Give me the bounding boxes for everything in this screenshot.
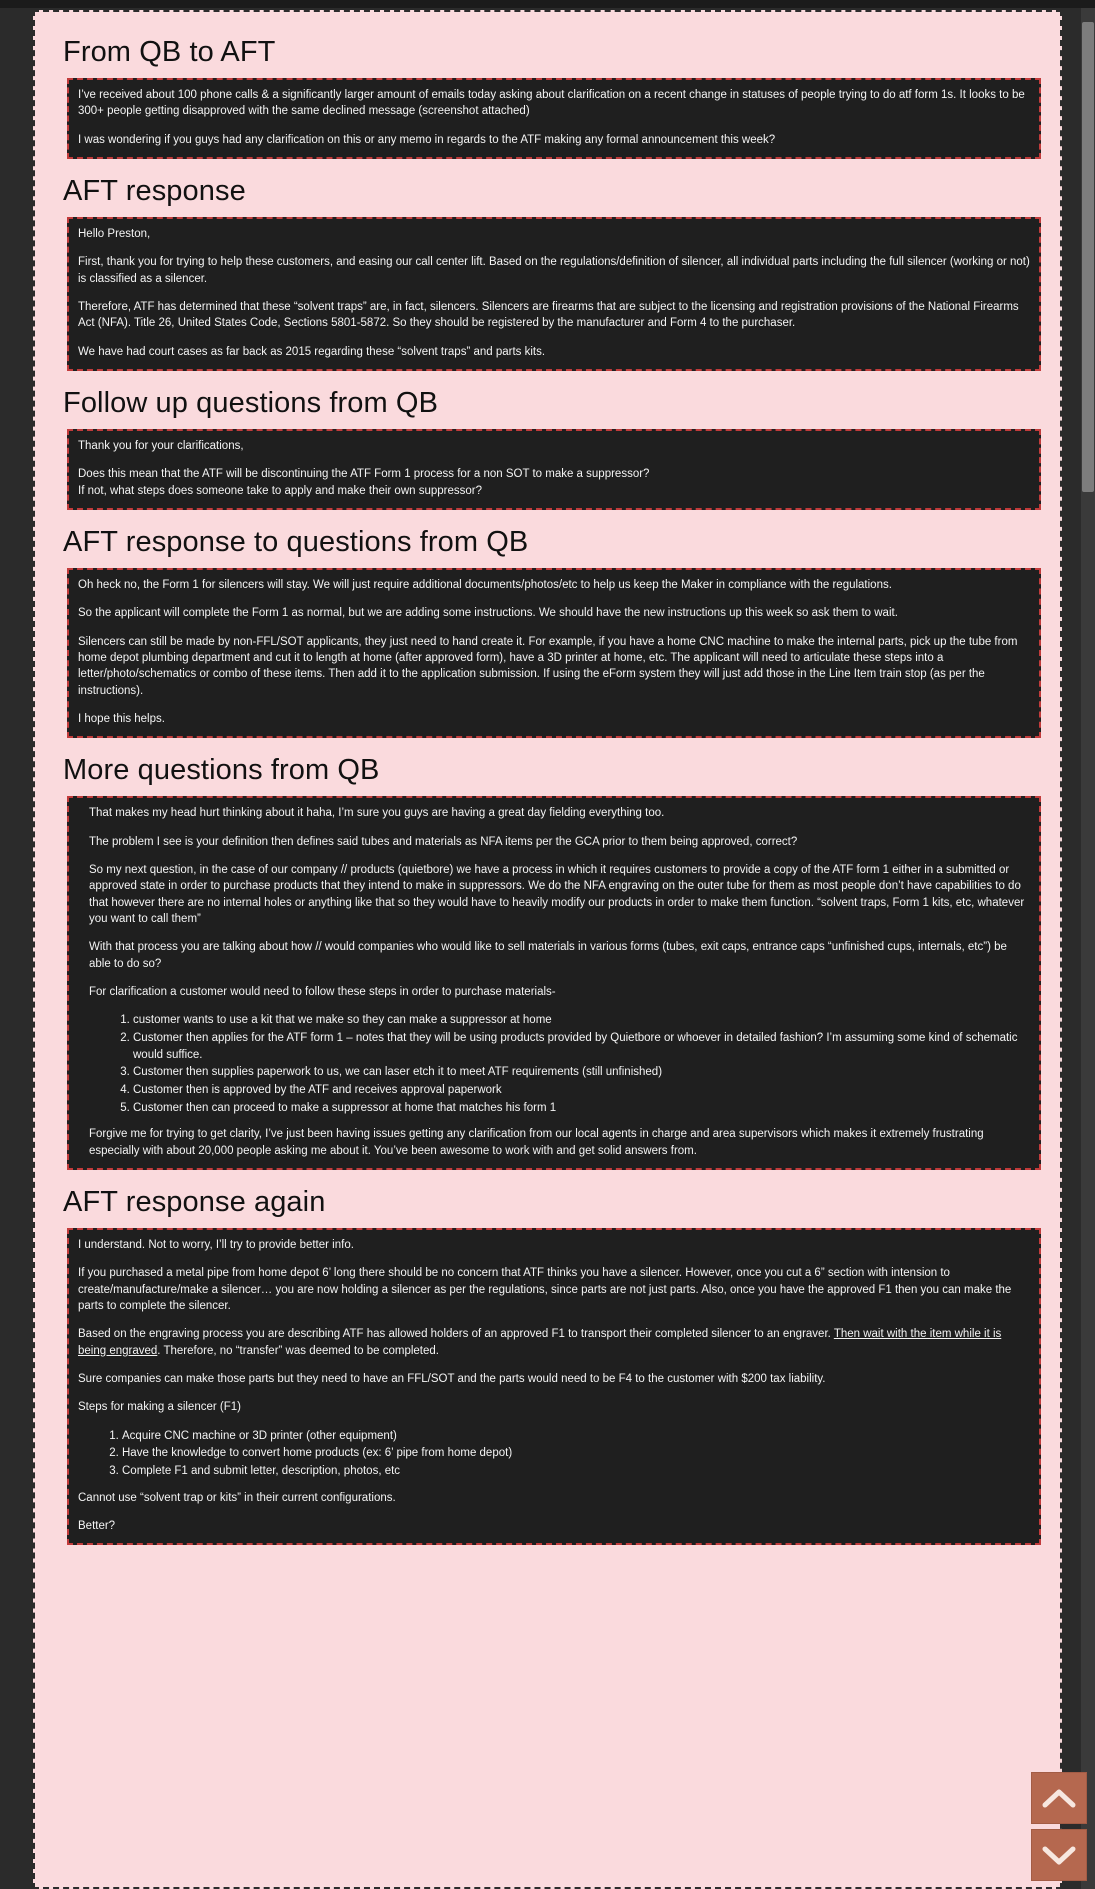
quote-paragraph: With that process you are talking about how // would companies who would like to sell materials in various forms (tubes, exit caps, entrance caps “unfinished cups, internals, etc”) be able to do so? — [89, 941, 1007, 970]
section-heading: Follow up questions from QB — [63, 386, 439, 419]
quote-block — [67, 796, 1041, 1170]
list-item: 5. Customer then can proceed to make a suppressor at home that matches his form 1 — [133, 1100, 1030, 1117]
list-item: 1. Acquire CNC machine or 3D printer (other equipment) — [122, 1428, 1030, 1445]
quote-paragraph: First, thank you for trying to help these customers, and easing our call center lift. Based on the regulations/definition of silencer, all individual parts including the full silencer (working or not) is classified as a silencer. — [78, 256, 1030, 285]
quote-block — [67, 568, 1041, 738]
chevron-up-icon — [1042, 1787, 1076, 1809]
quote-paragraph: Forgive me for trying to get clarity, I’ve just been having issues getting any clarification from our local agents in charge and area supervisors which makes it extremely frustrating especially with about 20,000 people asking me about it. You’ve been awesome to work with and get solid answers from. — [89, 1128, 984, 1157]
list-item: 3. Complete F1 and submit letter, description, photos, etc — [122, 1463, 1030, 1480]
document-section — [53, 36, 1042, 159]
quote-paragraph: I understand. Not to worry, I’ll try to provide better info. — [78, 1238, 354, 1251]
list-item: 3. Customer then supplies paperwork to us, we can laser etch it to meet ATF requirements (still unfinished) — [133, 1064, 1030, 1081]
document-section — [53, 1186, 1042, 1545]
list-item: 1. customer wants to use a kit that we make so they can make a suppressor at home — [133, 1012, 1030, 1029]
quote-block — [67, 429, 1041, 510]
document-section — [53, 387, 1042, 510]
paragraph-text-tail: . Therefore, no “transfer” was deemed to be completed. — [157, 1344, 439, 1357]
quote-block — [67, 1228, 1041, 1545]
quote-paragraph: Steps for making a silencer (F1) — [78, 1401, 241, 1414]
vertical-scrollbar-thumb[interactable] — [1082, 22, 1094, 492]
quote-paragraph: Therefore, ATF has determined that these “solvent traps” are, in fact, silencers. Silencers are firearms that are subject to the licensing and registration provisions of the National Firearms Act (NFA). Title 26, United States Code, Sections 5801-5872. So they should be registered by the manufacturer and Form 4 to the purchaser. — [78, 300, 1019, 330]
list-item: 2. Have the knowledge to convert home products (ex: 6’ pipe from home depot) — [122, 1445, 1030, 1462]
section-heading: AFT response to questions from QB — [63, 525, 529, 558]
quote-paragraph: We have had court cases as far back as 2015 regarding these “solvent traps” and parts kits. — [78, 345, 546, 358]
quote-paragraph: I’ve received about 100 phone calls & a significantly larger amount of emails today asking about clarification on a recent change in statuses of people trying to do atf form 1s. It looks to be 300+ people getting disapproved with the same declined message (screenshot attached) — [78, 89, 1025, 118]
underlined-text: Then wait with the item while it is being engraved — [78, 1328, 1002, 1357]
quote-paragraph: For clarification a customer would need to follow these steps in order to purchase materials- — [89, 985, 556, 998]
chevron-down-icon — [1042, 1844, 1076, 1866]
quote-paragraph: So the applicant will complete the Form 1 as normal, but we are adding some instructions. We should have the new instructions up this week so ask them to wait. — [78, 607, 898, 620]
quote-paragraph: Better? — [78, 1519, 116, 1532]
quote-paragraph — [78, 1326, 1030, 1359]
quote-paragraph: I hope this helps. — [78, 712, 165, 725]
quote-paragraph: Sure companies can make those parts but they need to have an FFL/SOT and the parts would need to be F4 to the customer with $200 tax liability. — [78, 1372, 826, 1385]
document-section — [53, 526, 1042, 738]
numbered-list — [89, 1012, 1030, 1116]
quote-paragraph: I was wondering if you guys had any clarification on this or any memo in regards to the ATF making any formal announcement this week? — [78, 133, 776, 146]
quote-paragraph: Hello Preston, — [78, 227, 151, 240]
quote-paragraph: Cannot use “solvent trap or kits” in their current configurations. — [78, 1491, 396, 1504]
quote-paragraph: Does this mean that the ATF will be discontinuing the ATF Form 1 process for a non SOT to make a suppressor? If not, what steps does someone take to apply and make their own suppressor? — [78, 468, 650, 497]
quote-paragraph: Silencers can still be made by non-FFL/SOT applicants, they just need to hand create it. For example, if you have a home CNC machine to make the internal parts, pick up the tube from home depot plumbing department and cut it to length at home (after approved form), have a 3D printer at home, etc. The applicant will need to articulate these steps into a letter/photo/schematics or combo of these items. Then add it to the application submission. If using the eForm system they will just add those in the Line Item train stop (as per the instructions). — [78, 635, 1018, 697]
section-heading: More questions from QB — [63, 754, 380, 787]
sections-container — [53, 36, 1042, 1545]
section-heading: AFT response — [63, 174, 246, 207]
numbered-list — [78, 1428, 1030, 1480]
vertical-scrollbar-track[interactable] — [1081, 8, 1095, 1889]
document-section — [53, 175, 1042, 371]
quote-paragraph: The problem I see is your definition then defines said tubes and materials as NFA items per the GCA prior to them being approved, correct? — [89, 835, 798, 848]
scroll-buttons — [1031, 1767, 1087, 1881]
document-section — [53, 754, 1042, 1170]
quote-block — [67, 78, 1041, 159]
window-top-bar — [0, 0, 1095, 8]
document-page — [33, 10, 1062, 1889]
quote-paragraph: Oh heck no, the Form 1 for silencers will stay. We will just require additional documents/photos/etc to help us keep the Maker in compliance with the regulations. — [78, 578, 892, 591]
quote-block — [67, 217, 1041, 371]
quote-paragraph: So my next question, in the case of our company // products (quietbore) we have a process in which it requires customers to provide a copy of the ATF form 1 either in a submitted or approved state in order to purchase products that they intend to make in suppressors. We do the NFA engraving on the outer tube for them as most people don’t have capabilities to do that however there are no internal holes or anything like that so they would have to heavily modify our products in order to make them function. “solvent traps, Form 1 kits, etc, whatever you want to call them” — [89, 863, 1025, 925]
quote-paragraph: If you purchased a metal pipe from home depot 6’ long there should be no concern that ATF thinks you have a silencer. However, once you cut a 6” section with intension to create/manufacture/make a silencer… you are now holding a silencer as per the regulations, since parts are not just parts. Also, once you have the approved F1 then you can make the parts to complete the silencer. — [78, 1267, 1012, 1312]
list-item: 4. Customer then is approved by the ATF and receives approval paperwork — [133, 1082, 1030, 1099]
scroll-down-button[interactable] — [1031, 1829, 1087, 1881]
section-heading: AFT response again — [63, 1185, 326, 1218]
section-heading: From QB to AFT — [63, 36, 276, 68]
quote-paragraph: Thank you for your clarifications, — [78, 439, 244, 452]
quote-paragraph: That makes my head hurt thinking about it haha, I’m sure you guys are having a great day fielding everything too. — [89, 807, 665, 820]
paragraph-text: Based on the engraving process you are describing ATF has allowed holders of an approved F1 to transport their completed silencer to an engraver. — [78, 1328, 834, 1341]
scroll-up-button[interactable] — [1031, 1772, 1087, 1824]
list-item: 2. Customer then applies for the ATF form 1 – notes that they will be using products provided by Quietbore or whoever in detailed fashion? I’m assuming some kind of schematic would suffice. — [133, 1030, 1030, 1063]
